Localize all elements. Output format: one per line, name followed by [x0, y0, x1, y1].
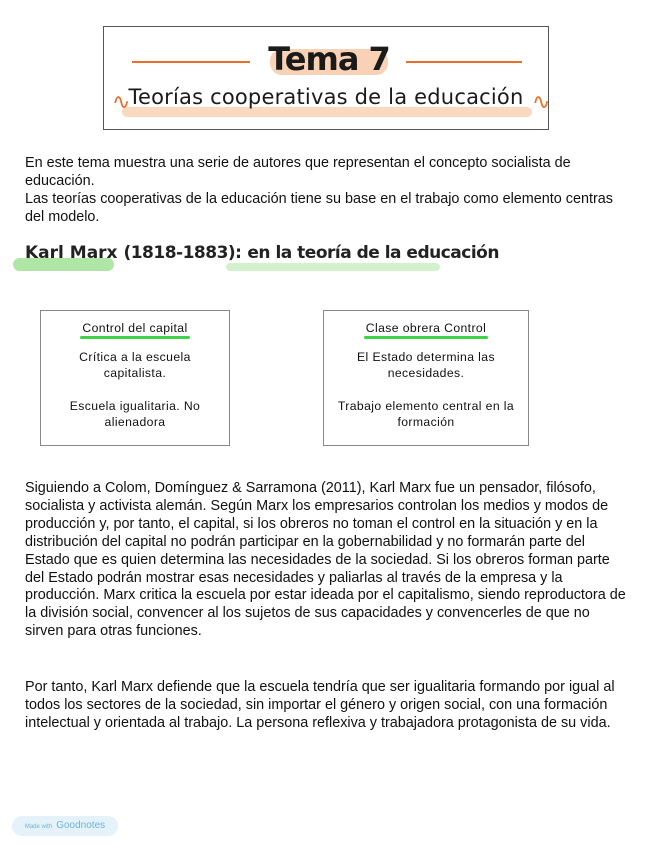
section-heading: [25, 243, 499, 273]
title-decor-line-left: [132, 61, 250, 63]
intro-paragraph-2: Las teorías cooperativas de la educación tiene su base en el trabajo como elemento centras del modelo.: [25, 191, 613, 225]
card-title-underline: [364, 336, 488, 339]
title-decor-line-right: [406, 61, 522, 63]
card-title-text: Control del capital: [82, 321, 188, 335]
goodnotes-badge: [12, 816, 118, 836]
title-box: [103, 26, 549, 130]
card-line-2: Trabajo elemento central en la formación: [337, 399, 515, 429]
squiggle-left-icon: ∿: [112, 89, 131, 114]
goodnotes-brand: Goodnotes: [56, 820, 106, 831]
card-line-1: Crítica a la escuela capitalista.: [79, 350, 191, 380]
card-clase-obrera: [323, 310, 529, 446]
card-title: [364, 320, 488, 339]
card-title-text: Clase obrera Control: [365, 321, 487, 335]
page-subtitle: Teorías cooperativas de la educación: [128, 85, 524, 109]
squiggle-right-icon: ∿: [532, 89, 551, 114]
section-name: Karl Marx: [25, 243, 118, 263]
made-with-label: Made with: [24, 824, 53, 830]
body-paragraph-2: Por tanto, Karl Marx defiende que la escuela tendría que ser igualitaria formando por igual al todos los sectores de la sociedad, sin importar el género y origen social, con una formación intelectual y orientada al trabajo. La persona reflexiva y trabajadora protagonista de su vida.: [25, 679, 615, 731]
intro-paragraph-1: En este tema muestra una serie de autores que representan el concepto socialista de educación.: [25, 155, 571, 189]
section-years: (1818-1883):: [123, 243, 242, 263]
card-line-2: Escuela igualitaria. No alienadora: [69, 399, 201, 429]
card-title-underline: [80, 336, 189, 339]
card-title: [80, 320, 189, 339]
section-topic: en la teoría de la educación: [247, 243, 499, 263]
card-control-capital: [40, 310, 230, 446]
body-paragraph-1: Siguiendo a Colom, Domínguez & Sarramona (2011), Karl Marx fue un pensador, filósofo, socialista y activista alemán. Según Marx los empresarios controlan los medios y modos de producción y, por tanto, el capital, si los obreros no toman el control en la situación y en la distribución del capital no podrán participar en la gobernabilidad y no formarán parte del Estado que es quien determina las necesidades de la sociedad. Si los obreros forman parte del Estado podrán mostrar esas necesidades y paliarlas al través de la empresa y la producción. Marx critica la escuela por estar ideada por el capitalismo, siendo reproductora de la división social, convencer al los sujetos de sus capacidades y convencerles de que no sirven para otras funciones.: [25, 480, 626, 640]
card-line-1: El Estado determina las necesidades.: [357, 350, 495, 380]
page-title: Tema 7: [268, 40, 390, 78]
title-wrap: [264, 37, 394, 81]
